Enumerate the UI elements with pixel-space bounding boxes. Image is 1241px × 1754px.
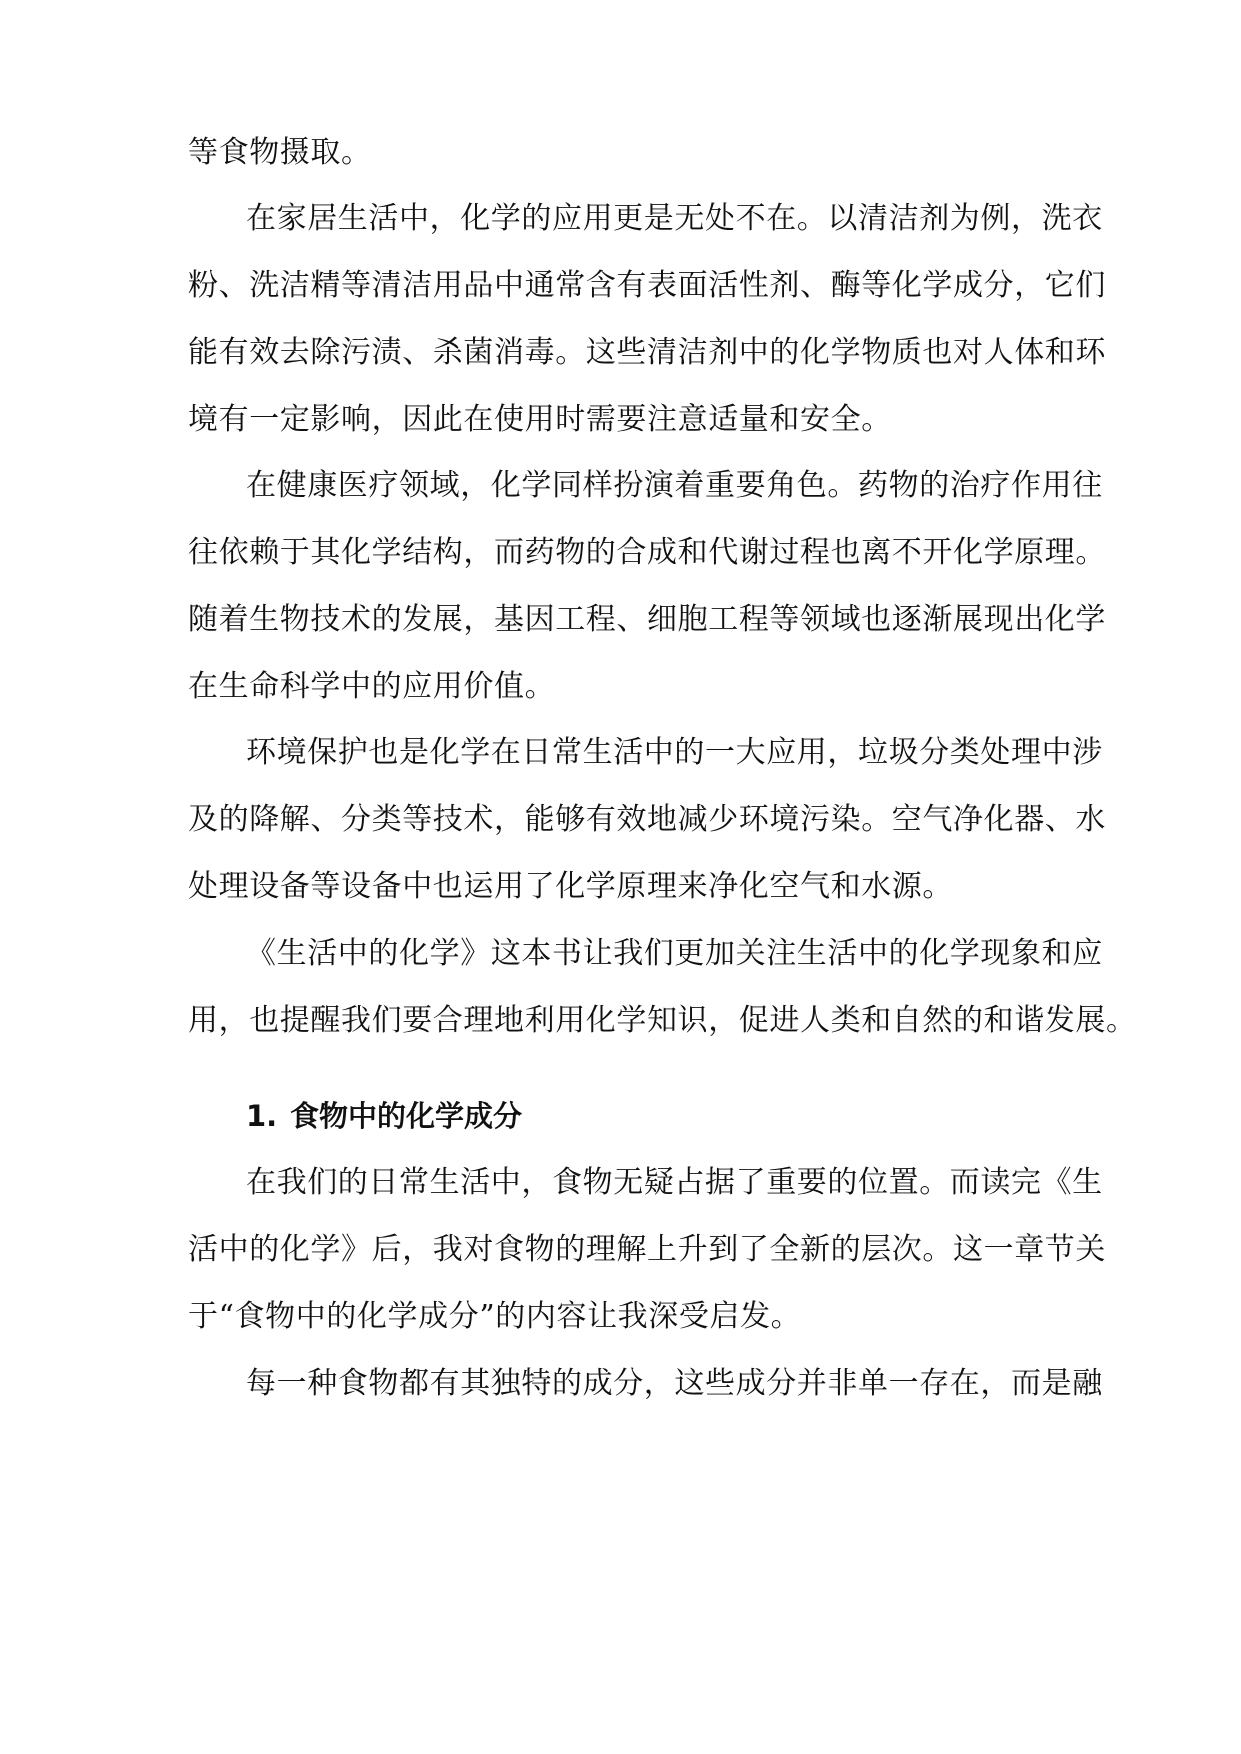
paragraph-line: 粉、洗洁精等清洁用品中通常含有表面活性剂、酶等化学成分，它们 [188, 268, 1106, 303]
paragraph-line: 随着生物技术的发展，基因工程、细胞工程等领域也逐渐展现出化学 [188, 602, 1106, 637]
paragraph-line: 等食物摄取。 [188, 135, 372, 170]
paragraph-line: 在我们的日常生活中，食物无疑占据了重要的位置。而读完《生 [246, 1165, 1103, 1200]
paragraph-line: 环境保护也是化学在日常生活中的一大应用，垃圾分类处理中涉 [246, 735, 1103, 770]
paragraph-line: 能有效去除污渍、杀菌消毒。这些清洁剂中的化学物质也对人体和环 [188, 335, 1106, 370]
paragraph-line: 每一种食物都有其独特的成分，这些成分并非单一存在，而是融 [246, 1366, 1103, 1401]
paragraph-line: 境有一定影响，因此在使用时需要注意适量和安全。 [188, 402, 892, 437]
section-title: 食物中的化学成分 [290, 1099, 523, 1133]
section-heading [246, 1096, 522, 1136]
paragraph-line: 用，也提醒我们要合理地利用化学知识，促进人类和自然的和谐发展。 [188, 1003, 1137, 1038]
paragraph-line: 在生命科学中的应用价值。 [188, 669, 556, 704]
paragraph-line: 于“食物中的化学成分”的内容让我深受启发。 [188, 1299, 802, 1334]
paragraph-line: 活中的化学》后，我对食物的理解上升到了全新的层次。这一章节关 [188, 1232, 1106, 1267]
section-number: 1. [246, 1099, 278, 1133]
paragraph-line: 在家居生活中，化学的应用更是无处不在。以清洁剂为例，洗衣 [246, 201, 1103, 236]
paragraph-line: 及的降解、分类等技术，能够有效地减少环境污染。空气净化器、水 [188, 802, 1106, 837]
paragraph-line: 《生活中的化学》这本书让我们更加关注生活中的化学现象和应 [246, 936, 1103, 971]
paragraph-line: 在健康医疗领域，化学同样扮演着重要角色。药物的治疗作用往 [246, 468, 1103, 503]
paragraph-line: 处理设备等设备中也运用了化学原理来净化空气和水源。 [188, 869, 953, 904]
paragraph-line: 往依赖于其化学结构，而药物的合成和代谢过程也离不开化学原理。 [188, 535, 1106, 570]
